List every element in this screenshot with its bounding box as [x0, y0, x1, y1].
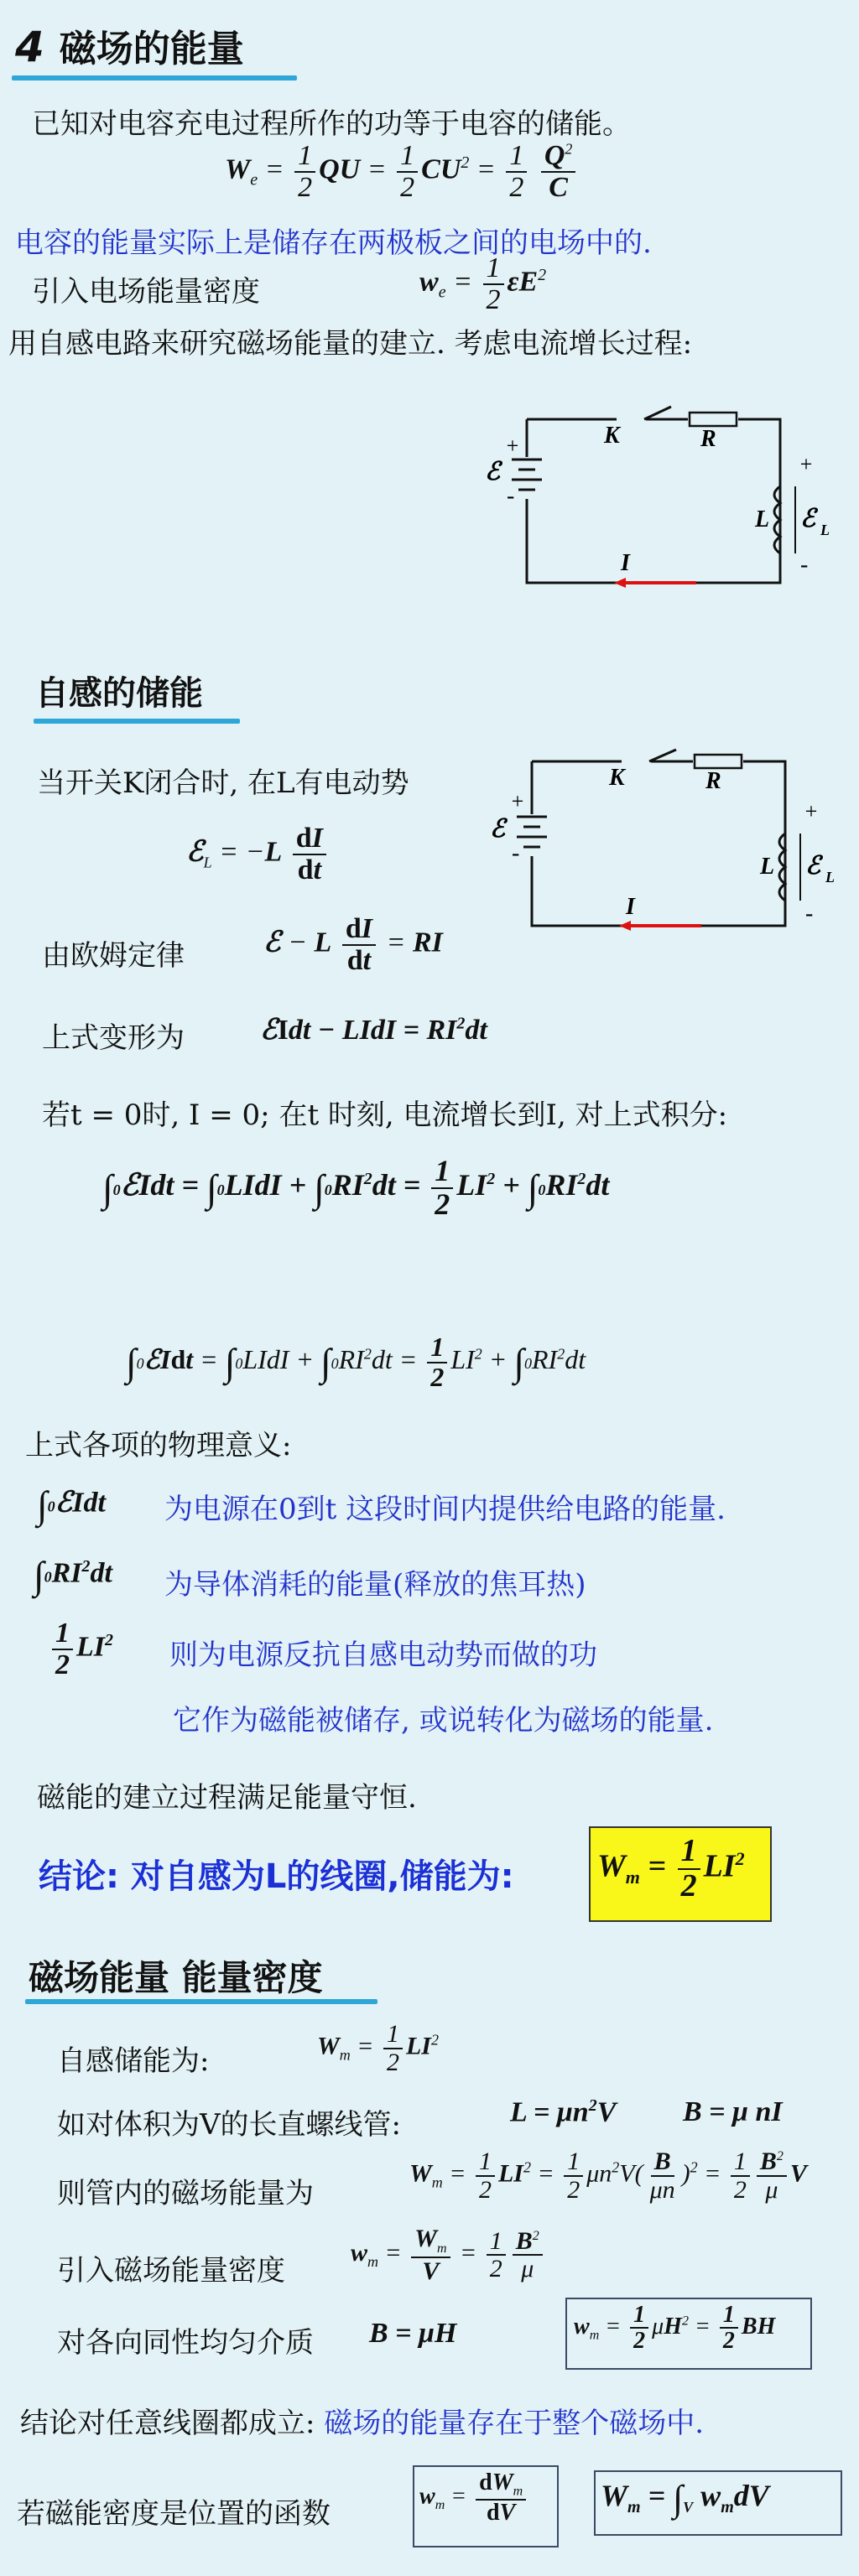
term-joule-heat: $\int 0RI^2dt$ — [34, 1554, 112, 1597]
integral-formula-small: ∫0ℰIdt = ∫0LIdI + $\int 0RI^2dt$ = $\frac{1}{2}$ $LI^2 + \int 0RI^2dt$ — [126, 1332, 586, 1392]
switch-label: K — [604, 423, 620, 449]
magnetic-density-underline — [25, 1999, 377, 2004]
inductor-plus: + — [799, 452, 814, 476]
switch-k — [644, 407, 671, 419]
emf-l-formula: ℰ$_L$ = −L $\frac{dI}{dt}$ — [186, 823, 330, 885]
section-number: 4 — [15, 23, 44, 71]
svg-text:L: L — [820, 522, 830, 538]
position-function-text: 若磁能密度是位置的函数 — [17, 2497, 331, 2531]
integration-text: 若t = 0时, I = 0; 在t 时刻, 电流增长到I, 对上式积分: — [42, 1098, 728, 1132]
switch-close-text: 当开关K闭合时, 在L有电动势 — [37, 766, 409, 800]
svg-text:ℰ: ℰ — [490, 815, 506, 843]
svg-text:I: I — [626, 894, 635, 920]
rl-circuit-diagram — [470, 386, 839, 604]
intro-text-2: 电容的能量实际上是储存在两极板之间的电场中的. — [15, 226, 652, 260]
solenoid-inductance-formula: $L = \mu n^2V$ — [510, 2096, 617, 2128]
b-mu-h-formula: B = μH — [369, 2318, 457, 2349]
svg-text:-: - — [512, 840, 520, 866]
meaning-4: 它作为磁能被储存, 或说转化为磁场的能量. — [173, 1704, 714, 1737]
magnetic-density-title: 磁场能量 能量密度 — [29, 1957, 323, 1998]
section-title — [15, 18, 244, 72]
conclusion-text: 结论: 对自感为L的线圈,储能为: — [39, 1857, 514, 1896]
integral-formula-large: ∫0ℰIdt = ∫0LIdI + $\int 0RI^2dt$ = $\frac{1}{2}$ $LI^2 + \int 0RI^2dt$ — [102, 1154, 610, 1221]
emf-l-label: ℰ — [800, 505, 816, 532]
general-conclusion — [20, 2400, 704, 2441]
rl-circuit-diagram-2 — [475, 743, 844, 953]
solenoid-text: 如对体积为V的长直螺线管: — [57, 2108, 402, 2142]
battery-minus: - — [507, 483, 515, 509]
svg-text:ℰ: ℰ — [805, 852, 821, 880]
total-energy-formula: $W_m = \int_V$ $w_mdV$ — [601, 2478, 769, 2519]
svg-text:L: L — [825, 869, 835, 886]
intro-text-3: 引入电场能量密度 — [32, 275, 260, 309]
self-inductance-underline — [34, 719, 240, 724]
transform-text: 上式变形为 — [42, 1021, 185, 1055]
energy-conservation-text: 磁能的建立过程满足能量守恒. — [37, 1781, 417, 1815]
svg-text:-: - — [805, 901, 814, 927]
magnetic-density-text: 引入磁场能量密度 — [57, 2254, 285, 2288]
self-energy-formula: $W_m$ = $\frac{1}{2}$ $LI^2$ — [317, 2020, 439, 2076]
self-energy-text: 自感储能为: — [57, 2044, 210, 2078]
resistor-label: R — [700, 426, 716, 452]
self-inductance-title: 自感的储能 — [35, 674, 203, 713]
current-label: I — [621, 550, 630, 576]
term-magnetic-energy: $\frac{1}{2}$ $LI^2$ — [49, 1618, 113, 1680]
meaning-1: 为电源在0到t 这段时间内提供给电路的能量. — [164, 1493, 726, 1526]
inductor-label: L — [755, 506, 770, 532]
meaning-3: 则为电源反抗自感电动势而做的功 — [169, 1639, 597, 1672]
solenoid-energy-formula: $W_m$ = $\frac{1}{2}$ $LI^2$ = $\frac{1}{2}$ $\mu n^2V$( $\frac{B}{\mu n}$ )$^2$ = $\frac{1}{2}$ $\frac{B^2}{\mu}$ V — [409, 2148, 807, 2204]
solenoid-energy-text: 则管内的磁场能量为 — [57, 2177, 314, 2210]
electric-energy-density-formula: $w_e$ = $\frac{1}{2}$ $\varepsilon E^2$ — [419, 252, 547, 315]
general-conclusion-lead: 结论对任意线圈都成立: — [20, 2407, 325, 2440]
svg-text:K: K — [609, 765, 625, 791]
svg-text:L: L — [760, 854, 775, 880]
resistor-r — [690, 413, 737, 426]
transformed-formula: ℰIdt − LIdI = $RI^2dt$ — [260, 1014, 487, 1046]
inductor-minus: - — [800, 552, 809, 578]
density-formula-h: $w_m$ = $\frac{1}{2}$ $\mu H^2$ = $\frac{1}{2}$ BH — [574, 2302, 776, 2355]
battery-plus: + — [505, 434, 520, 458]
intro-text-1: 已知对电容充电过程所作的功等于电容的储能。 — [32, 107, 631, 141]
isotropic-medium-text: 对各向同性均匀介质 — [57, 2326, 314, 2360]
meaning-title: 上式各项的物理意义: — [25, 1429, 292, 1462]
capacitor-energy-formula: $W_e$ = $\frac{1}{2}$ QU = $\frac{1}{2}$ $CU^2$ = $\frac{1}{2}$ $\frac{Q^2}{C}$ — [225, 141, 579, 202]
ohm-law-text: 由欧姆定律 — [42, 939, 185, 973]
ohm-law-formula: ℰ − L $\frac{dI}{dt}$ = RI — [263, 913, 443, 976]
dwdv-formula: $w_m$ = $\frac{dW_m}{dV}$ — [419, 2470, 529, 2526]
term-energy-supplied: ∫0ℰIdt — [37, 1483, 106, 1526]
magnetic-density-formula: $w_m$ = $\frac{W_m}{V}$ = $\frac{1}{2}$ $\frac{B^2}{\mu}$ — [351, 2225, 546, 2284]
stored-energy-formula: $W_m$ = $\frac{1}{2}$ $LI^2$ — [597, 1833, 745, 1903]
svg-text:R: R — [705, 768, 721, 794]
emf-label: ℰ — [485, 458, 501, 486]
solenoid-field-formula: B = μ nI — [683, 2096, 783, 2127]
svg-text:+: + — [510, 789, 525, 813]
svg-text:+: + — [804, 799, 819, 823]
meaning-2: 为导体消耗的能量(释放的焦耳热) — [164, 1568, 586, 1602]
intro-text-4: 用自感电路来研究磁场能量的建立. 考虑电流增长过程: — [8, 327, 693, 361]
section-underline — [12, 75, 297, 80]
general-conclusion-blue: 磁场的能量存在于整个磁场中. — [324, 2407, 705, 2440]
section-title-text: 磁场的能量 — [59, 28, 244, 70]
